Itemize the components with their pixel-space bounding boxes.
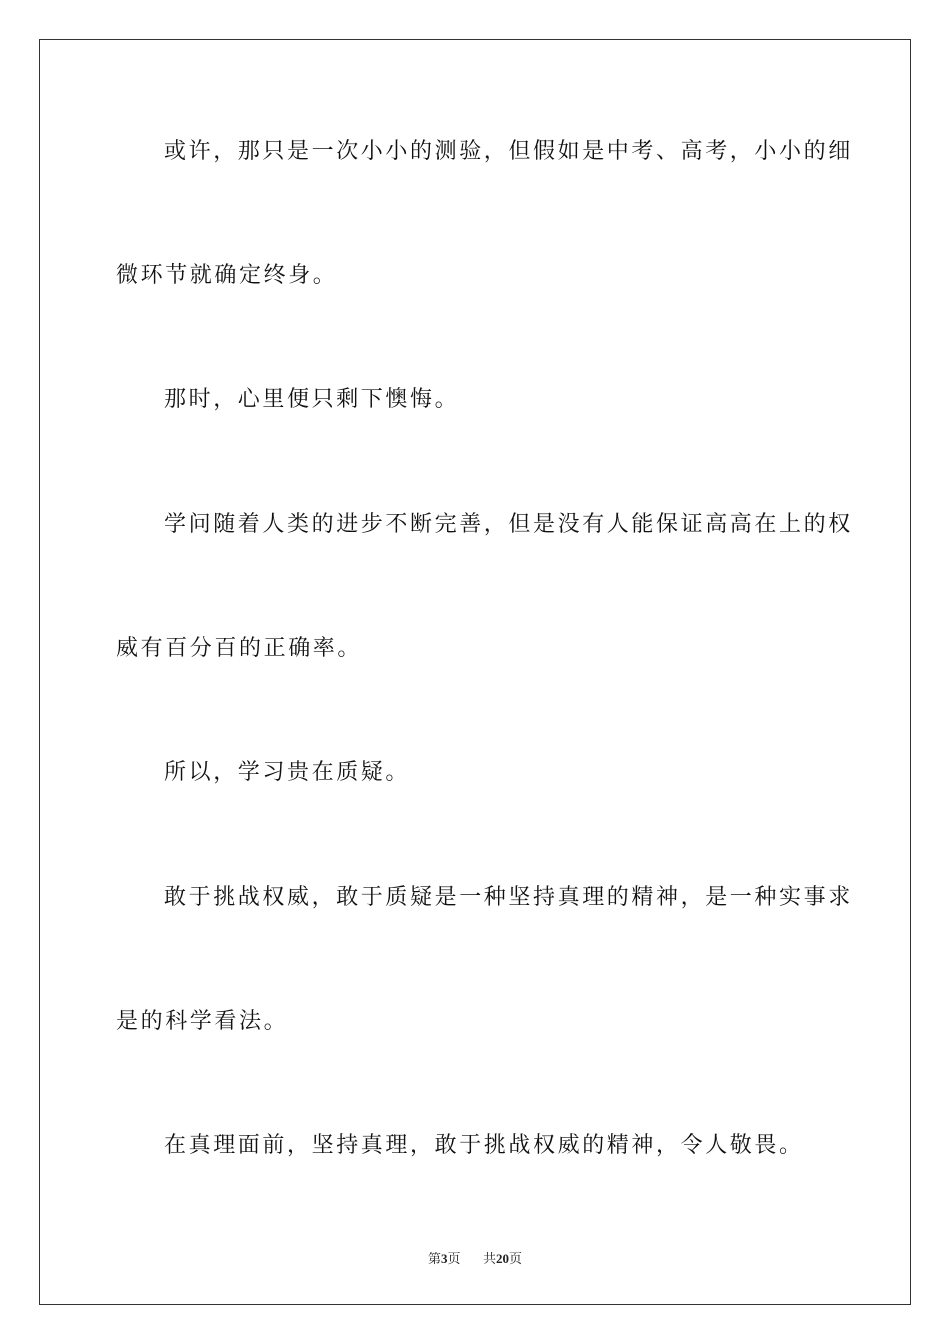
footer-total-pages: 20 — [496, 1251, 510, 1266]
paragraph-6: 在真理面前，坚持真理，敢于挑战权威的精神，令人敬畏。 — [164, 1133, 804, 1158]
paragraph-5-line-1: 敢于挑战权威，敢于质疑是一种坚持真理的精神，是一种实事求 — [164, 885, 853, 910]
page-footer — [0, 1248, 950, 1267]
page-border — [39, 39, 911, 1305]
paragraph-3-line-2: 威有百分百的正确率。 — [116, 636, 363, 661]
paragraph-3-line-1: 学问随着人类的进步不断完善，但是没有人能保证高高在上的权 — [164, 512, 853, 537]
footer-total-suffix: 页 — [509, 1251, 523, 1266]
paragraph-1-line-2: 微环节就确定终身。 — [116, 263, 338, 288]
paragraph-4: 所以，学习贵在质疑。 — [164, 760, 411, 785]
footer-page-prefix: 第 — [427, 1251, 441, 1266]
paragraph-2: 那时，心里便只剩下懊悔。 — [164, 387, 460, 412]
footer-page-number: 3 — [440, 1251, 448, 1266]
paragraph-5-line-2: 是的科学看法。 — [116, 1009, 289, 1034]
footer-total-prefix: 共 — [483, 1251, 497, 1266]
paragraph-1-line-1: 或许，那只是一次小小的测验，但假如是中考、高考，小小的细 — [164, 139, 853, 164]
footer-page-suffix: 页 — [447, 1251, 461, 1266]
